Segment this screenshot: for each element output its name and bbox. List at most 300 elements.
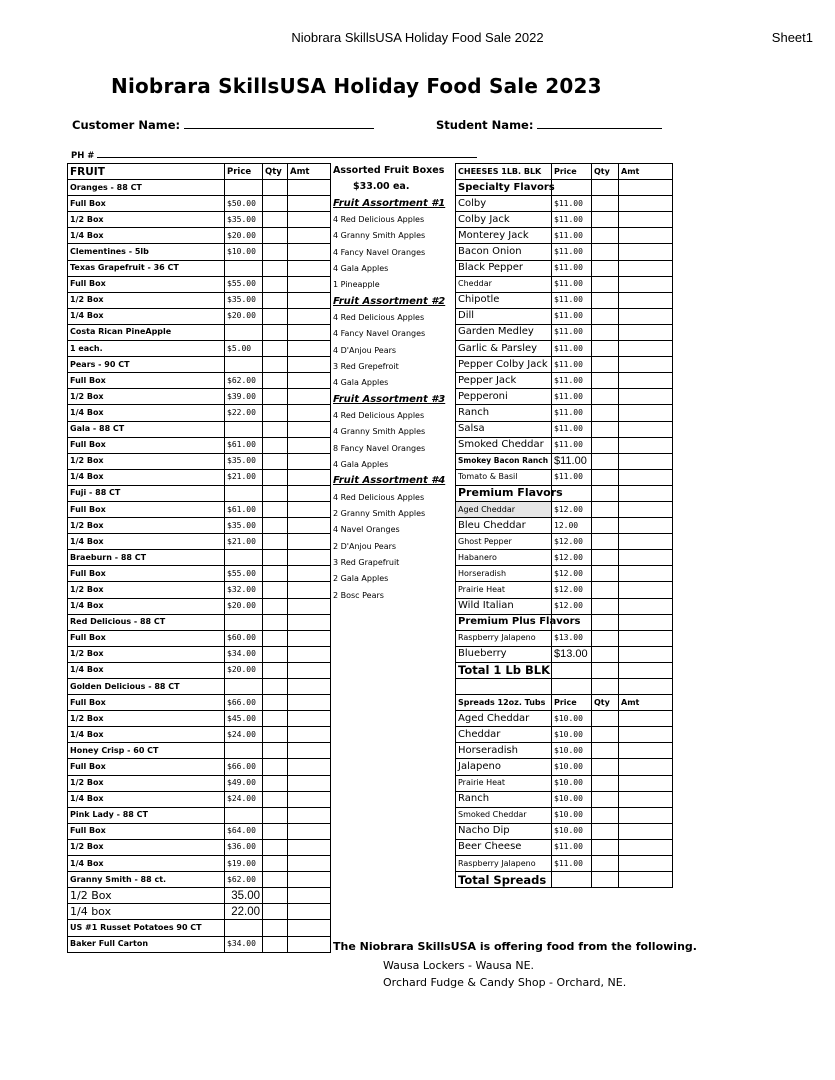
spreads-row-price-cell: $10.00: [552, 775, 592, 791]
fruit-qty-cell[interactable]: [263, 357, 288, 373]
spreads-row-amt-cell[interactable]: [619, 807, 673, 823]
cheese-row-amt-cell[interactable]: [619, 324, 673, 340]
cheese-row-amt-cell[interactable]: [619, 679, 673, 695]
fruit-row: [68, 807, 331, 823]
fruit-qty-cell[interactable]: [263, 341, 288, 357]
fruit-amt-cell[interactable]: [288, 421, 331, 437]
spreads-row-item-cell: Aged Cheddar: [456, 711, 552, 727]
fruit-amt-cell[interactable]: [288, 341, 331, 357]
spreads-row-qty-cell[interactable]: [592, 856, 619, 872]
fruit-qty-cell[interactable]: [263, 260, 288, 276]
fruit-amt-cell[interactable]: [288, 775, 331, 791]
cheese-row-price-cell: $12.00: [552, 582, 592, 598]
cheese-row-amt-cell[interactable]: [619, 180, 673, 196]
cheese-row-item-cell: Habanero: [456, 550, 552, 566]
fruit-header-cell: Price: [225, 164, 263, 180]
fruit-item-cell: Full Box: [68, 276, 225, 292]
fruit-item-cell: Full Box: [68, 759, 225, 775]
fruit-amt-cell[interactable]: [288, 920, 331, 936]
fruit-qty-cell[interactable]: [263, 598, 288, 614]
spreads-row: [456, 872, 673, 888]
fruit-qty-cell[interactable]: [263, 180, 288, 196]
spreads-row-qty-cell[interactable]: [592, 807, 619, 823]
fruit-amt-cell[interactable]: [288, 582, 331, 598]
spreads-row-qty-cell[interactable]: [592, 743, 619, 759]
fruit-amt-cell[interactable]: [288, 405, 331, 421]
cheese-row: [456, 453, 673, 469]
cheese-row-qty-cell[interactable]: [592, 630, 619, 646]
cheese-row-price-cell: $11.00: [552, 389, 592, 405]
cheese-row-qty-cell[interactable]: [592, 373, 619, 389]
fruit-amt-cell[interactable]: [288, 695, 331, 711]
cheese-row-price-cell: $12.00: [552, 501, 592, 517]
fruit-price-cell: $66.00: [225, 695, 263, 711]
fruit-price-cell: $39.00: [225, 389, 263, 405]
spreads-row-amt-cell[interactable]: [619, 711, 673, 727]
fruit-amt-cell[interactable]: [288, 759, 331, 775]
spreads-row-amt-cell[interactable]: [619, 791, 673, 807]
fruit-qty-cell[interactable]: [263, 904, 288, 920]
fruit-amt-cell[interactable]: [288, 518, 331, 534]
fruit-qty-cell[interactable]: [263, 196, 288, 212]
fruit-amt-cell[interactable]: [288, 743, 331, 759]
cheese-row: [456, 630, 673, 646]
fruit-item-cell: Granny Smith - 88 ct.: [68, 872, 225, 888]
fruit-amt-cell[interactable]: [288, 679, 331, 695]
spreads-row-amt-cell[interactable]: [619, 727, 673, 743]
fruit-row: [68, 260, 331, 276]
assortment-line: 4 Gala Apples: [333, 378, 389, 388]
fruit-price-cell: $35.00: [225, 518, 263, 534]
cheese-row-amt-cell[interactable]: [619, 582, 673, 598]
cheese-row-qty-cell[interactable]: [592, 566, 619, 582]
cheese-row-qty-cell[interactable]: [592, 679, 619, 695]
fruit-qty-cell[interactable]: [263, 695, 288, 711]
fruit-amt-cell[interactable]: [288, 872, 331, 888]
cheese-row: [456, 501, 673, 517]
cheese-row-amt-cell[interactable]: [619, 357, 673, 373]
fruit-row: [68, 228, 331, 244]
fruit-qty-cell[interactable]: [263, 485, 288, 501]
fruit-price-cell: $36.00: [225, 839, 263, 855]
cheese-row-amt-cell[interactable]: [619, 437, 673, 453]
fruit-qty-cell[interactable]: [263, 212, 288, 228]
spreads-row-item-cell: Cheddar: [456, 727, 552, 743]
fruit-amt-cell[interactable]: [288, 292, 331, 308]
fruit-price-cell: [225, 743, 263, 759]
fruit-qty-cell[interactable]: [263, 244, 288, 260]
fruit-qty-cell[interactable]: [263, 775, 288, 791]
fruit-qty-cell[interactable]: [263, 501, 288, 517]
cheese-row-qty-cell[interactable]: [592, 212, 619, 228]
fruit-price-cell: 35.00: [225, 888, 263, 904]
fruit-qty-cell[interactable]: [263, 228, 288, 244]
cheese-row-item-cell: Salsa: [456, 421, 552, 437]
fruit-amt-cell[interactable]: [288, 727, 331, 743]
fruit-item-cell: Full Box: [68, 501, 225, 517]
spreads-row-price-cell: $10.00: [552, 759, 592, 775]
phone-blank[interactable]: [97, 150, 477, 158]
fruit-amt-cell[interactable]: [288, 662, 331, 678]
fruit-amt-cell[interactable]: [288, 453, 331, 469]
cheese-row-price-cell: $12.00: [552, 566, 592, 582]
cheese-row-qty-cell[interactable]: [592, 646, 619, 662]
cheese-row-amt-cell[interactable]: [619, 421, 673, 437]
fruit-qty-cell[interactable]: [263, 566, 288, 582]
fruit-qty-cell[interactable]: [263, 888, 288, 904]
spreads-row-qty-cell[interactable]: [592, 791, 619, 807]
cheese-row-qty-cell[interactable]: [592, 518, 619, 534]
fruit-item-cell: Costa Rican PineApple: [68, 324, 225, 340]
cheese-row-qty-cell[interactable]: [592, 582, 619, 598]
cheese-row-amt-cell[interactable]: [619, 550, 673, 566]
cheese-row-item-cell: Wild Italian: [456, 598, 552, 614]
fruit-amt-cell[interactable]: [288, 566, 331, 582]
cheese-row-qty-cell[interactable]: [592, 341, 619, 357]
fruit-qty-cell[interactable]: [263, 421, 288, 437]
fruit-amt-cell[interactable]: [288, 228, 331, 244]
cheese-row-price-cell: $11.00: [552, 228, 592, 244]
cheese-row-amt-cell[interactable]: [619, 260, 673, 276]
cheese-row-qty-cell[interactable]: [592, 614, 619, 630]
fruit-price-cell: $21.00: [225, 469, 263, 485]
cheese-row-amt-cell[interactable]: [619, 469, 673, 485]
fruit-row: [68, 292, 331, 308]
fruit-price-cell: $20.00: [225, 228, 263, 244]
fruit-amt-cell[interactable]: [288, 196, 331, 212]
cheese-row-amt-cell[interactable]: [619, 518, 673, 534]
spreads-row: [456, 711, 673, 727]
cheese-row-amt-cell[interactable]: [619, 389, 673, 405]
spreads-row-amt-cell[interactable]: [619, 839, 673, 855]
fruit-qty-cell[interactable]: [263, 662, 288, 678]
fruit-row: [68, 936, 331, 952]
fruit-qty-cell[interactable]: [263, 276, 288, 292]
fruit-item-cell: 1/4 Box: [68, 228, 225, 244]
fruit-qty-cell[interactable]: [263, 614, 288, 630]
fruit-amt-cell[interactable]: [288, 630, 331, 646]
cheese-row-amt-cell[interactable]: [619, 662, 673, 678]
fruit-price-cell: $64.00: [225, 823, 263, 839]
fruit-amt-cell[interactable]: [288, 501, 331, 517]
cheese-row-item-cell: Chipotle: [456, 292, 552, 308]
student-name-field[interactable]: [436, 117, 662, 132]
cheese-row-amt-cell[interactable]: [619, 276, 673, 292]
fruit-item-cell: 1/4 Box: [68, 727, 225, 743]
fruit-amt-cell[interactable]: [288, 276, 331, 292]
fruit-price-cell: $62.00: [225, 872, 263, 888]
fruit-qty-cell[interactable]: [263, 324, 288, 340]
cheese-row-item-cell: Cheddar: [456, 276, 552, 292]
cheese-row: [456, 598, 673, 614]
phone-field[interactable]: [71, 150, 477, 161]
fruit-price-cell: $24.00: [225, 791, 263, 807]
fruit-qty-cell[interactable]: [263, 469, 288, 485]
fruit-amt-cell[interactable]: [288, 244, 331, 260]
fruit-qty-cell[interactable]: [263, 727, 288, 743]
cheese-row-qty-cell[interactable]: [592, 228, 619, 244]
fruit-qty-cell[interactable]: [263, 920, 288, 936]
fruit-qty-cell[interactable]: [263, 389, 288, 405]
cheese-row-price-cell: $11.00: [552, 469, 592, 485]
fruit-row: [68, 501, 331, 517]
cheese-row-amt-cell[interactable]: [619, 646, 673, 662]
fruit-amt-cell[interactable]: [288, 904, 331, 920]
cheese-row: [456, 228, 673, 244]
fruit-row: [68, 856, 331, 872]
fruit-amt-cell[interactable]: [288, 711, 331, 727]
fruit-amt-cell[interactable]: [288, 469, 331, 485]
cheese-row-amt-cell[interactable]: [619, 534, 673, 550]
fruit-amt-cell[interactable]: [288, 598, 331, 614]
fruit-qty-cell[interactable]: [263, 872, 288, 888]
cheese-row-amt-cell[interactable]: [619, 373, 673, 389]
cheese-row-qty-cell[interactable]: [592, 260, 619, 276]
cheese-row-amt-cell[interactable]: [619, 485, 673, 501]
cheese-row-amt-cell[interactable]: [619, 228, 673, 244]
spreads-row-qty-cell[interactable]: [592, 727, 619, 743]
cheese-row-item-cell: Smokey Bacon Ranch: [456, 453, 552, 469]
cheese-row-price-cell: $13.00: [552, 630, 592, 646]
fruit-amt-cell[interactable]: [288, 534, 331, 550]
fruit-qty-cell[interactable]: [263, 856, 288, 872]
fruit-qty-cell[interactable]: [263, 550, 288, 566]
cheese-row-qty-cell[interactable]: [592, 501, 619, 517]
cheese-row-qty-cell[interactable]: [592, 469, 619, 485]
fruit-item-cell: 1/2 Box: [68, 389, 225, 405]
fruit-header-row: [68, 164, 331, 180]
fruit-price-cell: [225, 421, 263, 437]
cheese-row-amt-cell[interactable]: [619, 566, 673, 582]
fruit-amt-cell[interactable]: [288, 485, 331, 501]
cheese-row-qty-cell[interactable]: [592, 421, 619, 437]
fruit-qty-cell[interactable]: [263, 518, 288, 534]
fruit-qty-cell[interactable]: [263, 936, 288, 952]
spreads-row-amt-cell[interactable]: [619, 856, 673, 872]
cheese-row-item-cell: Ranch: [456, 405, 552, 421]
fruit-item-cell: 1/2 Box: [68, 292, 225, 308]
phone-label: PH #: [71, 151, 95, 161]
fruit-amt-cell[interactable]: [288, 550, 331, 566]
cheese-row-amt-cell[interactable]: [619, 212, 673, 228]
assortment-line: 4 Fancy Navel Oranges: [333, 329, 426, 339]
cheese-row-amt-cell[interactable]: [619, 196, 673, 212]
fruit-qty-cell[interactable]: [263, 453, 288, 469]
fruit-item-cell: Full Box: [68, 695, 225, 711]
fruit-row: [68, 341, 331, 357]
fruit-qty-cell[interactable]: [263, 839, 288, 855]
fruit-qty-cell[interactable]: [263, 646, 288, 662]
fruit-amt-cell[interactable]: [288, 308, 331, 324]
fruit-price-cell: [225, 920, 263, 936]
spreads-row-amt-cell[interactable]: [619, 775, 673, 791]
fruit-price-cell: $35.00: [225, 292, 263, 308]
cheese-row-amt-cell[interactable]: [619, 308, 673, 324]
fruit-row: [68, 839, 331, 855]
spreads-row-item-cell: Beer Cheese: [456, 839, 552, 855]
fruit-row: [68, 373, 331, 389]
fruit-row: [68, 566, 331, 582]
fruit-amt-cell[interactable]: [288, 791, 331, 807]
fruit-qty-cell[interactable]: [263, 582, 288, 598]
fruit-qty-cell[interactable]: [263, 791, 288, 807]
fruit-qty-cell[interactable]: [263, 630, 288, 646]
cheese-row-amt-cell[interactable]: [619, 244, 673, 260]
fruit-price-cell: $55.00: [225, 566, 263, 582]
fruit-amt-cell[interactable]: [288, 437, 331, 453]
cheese-row-qty-cell[interactable]: [592, 598, 619, 614]
cheese-row-qty-cell[interactable]: [592, 244, 619, 260]
assortment-title: Fruit Assortment #1: [333, 197, 446, 209]
page-title: Niobrara SkillsUSA Holiday Food Sale 2023: [111, 74, 602, 98]
fruit-amt-cell[interactable]: [288, 260, 331, 276]
assortment-line: 4 Fancy Navel Oranges: [333, 247, 426, 257]
fruit-price-cell: $50.00: [225, 196, 263, 212]
cheese-row-item-cell: Bleu Cheddar: [456, 518, 552, 534]
fruit-qty-cell[interactable]: [263, 743, 288, 759]
spreads-row-qty-cell[interactable]: [592, 839, 619, 855]
assortment-line: 1 Pineapple: [333, 280, 380, 290]
fruit-qty-cell[interactable]: [263, 759, 288, 775]
spreads-row-qty-cell[interactable]: [592, 823, 619, 839]
cheese-row-amt-cell[interactable]: [619, 614, 673, 630]
cheese-row-price-cell: $13.00: [552, 646, 592, 662]
fruit-item-cell: Fuji - 88 CT: [68, 485, 225, 501]
spreads-row-price-cell: $11.00: [552, 856, 592, 872]
cheese-row-amt-cell[interactable]: [619, 453, 673, 469]
cheese-row-qty-cell[interactable]: [592, 534, 619, 550]
cheese-row: [456, 679, 673, 695]
fruit-qty-cell[interactable]: [263, 534, 288, 550]
fruit-price-cell: $35.00: [225, 453, 263, 469]
fruit-row: [68, 823, 331, 839]
cheese-row-qty-cell[interactable]: [592, 437, 619, 453]
fruit-amt-cell[interactable]: [288, 180, 331, 196]
cheese-row-item-cell: Premium Flavors: [456, 485, 552, 501]
student-name-blank[interactable]: [537, 117, 662, 129]
fruit-amt-cell[interactable]: [288, 389, 331, 405]
fruit-qty-cell[interactable]: [263, 373, 288, 389]
spreads-row-amt-cell[interactable]: [619, 759, 673, 775]
customer-name-blank[interactable]: [184, 117, 374, 129]
fruit-row: [68, 695, 331, 711]
assortment-line: 4 D'Anjou Pears: [333, 345, 397, 355]
cheese-row-qty-cell[interactable]: [592, 292, 619, 308]
fruit-amt-cell[interactable]: [288, 324, 331, 340]
cheese-row-amt-cell[interactable]: [619, 630, 673, 646]
fruit-row: [68, 212, 331, 228]
cheese-row-qty-cell[interactable]: [592, 405, 619, 421]
cheese-row-qty-cell[interactable]: [592, 276, 619, 292]
spreads-row-price-cell: $10.00: [552, 823, 592, 839]
fruit-qty-cell[interactable]: [263, 711, 288, 727]
fruit-row: [68, 727, 331, 743]
fruit-price-cell: $19.00: [225, 856, 263, 872]
fruit-item-cell: Pears - 90 CT: [68, 357, 225, 373]
cheese-row-item-cell: Colby: [456, 196, 552, 212]
spreads-row-qty-cell[interactable]: [592, 759, 619, 775]
spreads-row-qty-cell[interactable]: [592, 775, 619, 791]
fruit-amt-cell[interactable]: [288, 888, 331, 904]
fruit-price-cell: [225, 324, 263, 340]
fruit-amt-cell[interactable]: [288, 212, 331, 228]
fruit-qty-cell[interactable]: [263, 405, 288, 421]
fruit-amt-cell[interactable]: [288, 373, 331, 389]
spreads-row-qty-cell[interactable]: [592, 711, 619, 727]
cheese-row-price-cell: $12.00: [552, 598, 592, 614]
fruit-qty-cell[interactable]: [263, 292, 288, 308]
spreads-row-amt-cell[interactable]: [619, 743, 673, 759]
fruit-price-cell: $49.00: [225, 775, 263, 791]
assortment-line: 2 Granny Smith Apples: [333, 508, 426, 518]
fruit-amt-cell[interactable]: [288, 839, 331, 855]
fruit-item-cell: 1/4 Box: [68, 856, 225, 872]
assortment-line: 2 Bosc Pears: [333, 590, 384, 600]
fruit-amt-cell[interactable]: [288, 357, 331, 373]
fruit-qty-cell[interactable]: [263, 679, 288, 695]
fruit-price-cell: $5.00: [225, 341, 263, 357]
fruit-item-cell: US #1 Russet Potatoes 90 CT: [68, 920, 225, 936]
cheese-row-item-cell: Monterey Jack: [456, 228, 552, 244]
fruit-amt-cell[interactable]: [288, 614, 331, 630]
cheese-row-qty-cell[interactable]: [592, 180, 619, 196]
fruit-qty-cell[interactable]: [263, 437, 288, 453]
fruit-price-cell: $66.00: [225, 759, 263, 775]
fruit-row: [68, 904, 331, 920]
assortment-heading: Assorted Fruit Boxes: [333, 165, 445, 176]
cheese-row-amt-cell[interactable]: [619, 292, 673, 308]
cheese-row-qty-cell[interactable]: [592, 196, 619, 212]
spreads-header-row-cell: Qty: [592, 695, 619, 711]
fruit-amt-cell[interactable]: [288, 856, 331, 872]
cheese-row: [456, 180, 673, 196]
cheese-row-qty-cell[interactable]: [592, 485, 619, 501]
cheese-row-amt-cell[interactable]: [619, 501, 673, 517]
fruit-qty-cell[interactable]: [263, 807, 288, 823]
fruit-amt-cell[interactable]: [288, 823, 331, 839]
cheese-row-qty-cell[interactable]: [592, 662, 619, 678]
spreads-row-amt-cell[interactable]: [619, 823, 673, 839]
cheese-row-amt-cell[interactable]: [619, 405, 673, 421]
fruit-amt-cell[interactable]: [288, 646, 331, 662]
cheese-row-item-cell: Aged Cheddar: [456, 501, 552, 517]
spreads-row-qty-cell[interactable]: [592, 872, 619, 888]
cheese-row-qty-cell[interactable]: [592, 324, 619, 340]
cheese-row-qty-cell[interactable]: [592, 453, 619, 469]
customer-name-field[interactable]: [72, 117, 374, 132]
fruit-qty-cell[interactable]: [263, 823, 288, 839]
cheese-row-price-cell: $11.00: [552, 244, 592, 260]
cheese-row-qty-cell[interactable]: [592, 357, 619, 373]
cheese-row-qty-cell[interactable]: [592, 308, 619, 324]
cheese-row: [456, 341, 673, 357]
fruit-price-cell: $34.00: [225, 646, 263, 662]
fruit-amt-cell[interactable]: [288, 936, 331, 952]
assortment-line: 4 Gala Apples: [333, 459, 389, 469]
fruit-item-cell: 1/4 box: [68, 904, 225, 920]
cheese-row-qty-cell[interactable]: [592, 550, 619, 566]
fruit-row: [68, 308, 331, 324]
cheese-row-amt-cell[interactable]: [619, 598, 673, 614]
spreads-row-amt-cell[interactable]: [619, 872, 673, 888]
student-name-label: Student Name:: [436, 118, 534, 132]
cheese-row-qty-cell[interactable]: [592, 389, 619, 405]
assortment-line: 4 Red Delicious Apples: [333, 312, 425, 322]
fruit-qty-cell[interactable]: [263, 308, 288, 324]
assorted-fruit-boxes: [330, 163, 455, 604]
fruit-amt-cell[interactable]: [288, 807, 331, 823]
cheese-row-amt-cell[interactable]: [619, 341, 673, 357]
